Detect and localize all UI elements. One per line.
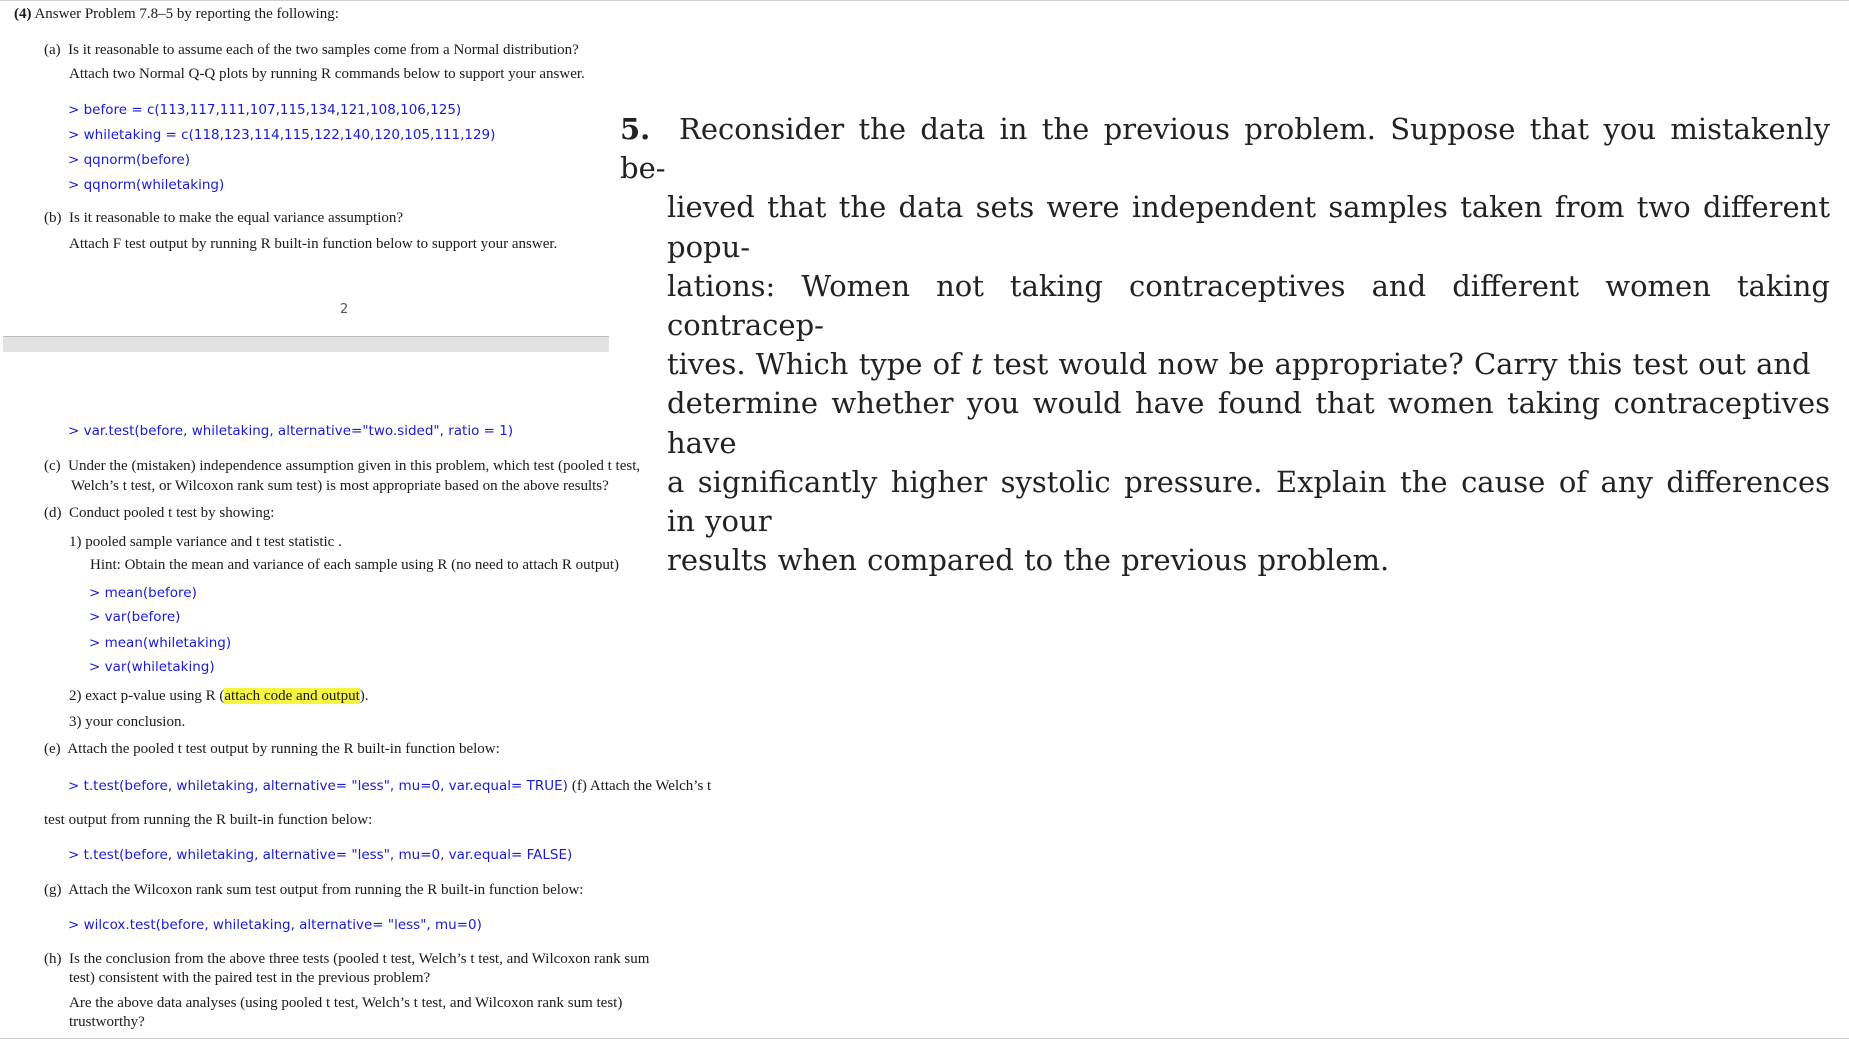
part-d-item3: 3) your conclusion. — [69, 714, 186, 730]
part-a-label: (a) — [44, 42, 61, 58]
code-t-test-welch: > t.test(before, whiletaking, alternative= "less", mu=0, var.equal= FALSE) — [68, 847, 573, 863]
part-e-body: Attach the pooled t test output by running the R built-in function below: — [67, 741, 500, 757]
part-f-continuation: test output from running the R built-in function below: — [44, 812, 373, 828]
part-a-text: Is it reasonable to assume each of the two samples come from a Normal distribution? — [68, 42, 579, 58]
part-d-item2-suffix: ). — [359, 688, 369, 704]
part-b-label: (b) — [44, 210, 62, 226]
problem-5-t-symbol: t — [971, 347, 983, 382]
code-whiletaking: > whiletaking = c(118,123,114,115,122,140,120,105,111,129) — [68, 127, 496, 143]
problem-5-number: 5. — [620, 112, 651, 146]
problem-5-line5: determine whether you would have found that women taking contraceptives have — [667, 386, 1830, 460]
part-b-text: Is it reasonable to make the equal variance assumption? — [69, 210, 404, 226]
code-var-whiletaking: > var(whiletaking) — [89, 659, 215, 675]
part-h-line3: Are the above data analyses (using pooled t test, Welch’s t test, and Wilcoxon rank sum test) — [69, 995, 623, 1011]
code-mean-before: > mean(before) — [89, 585, 197, 601]
problem-5-line4 — [620, 345, 1830, 384]
problem-5-line1: Reconsider the data in the previous problem. Suppose that you mistakenly be- — [620, 112, 1830, 186]
part-h-text1: Is the conclusion from the above three tests (pooled t test, Welch’s t test, and Wilcoxon rank sum — [69, 951, 650, 967]
part-d-item1: 1) pooled sample variance and t test statistic . — [69, 534, 342, 550]
part-d-label: (d) — [44, 505, 62, 521]
part-c-line2: Welch’s t test, or Wilcoxon rank sum test) is most appropriate based on the above results? — [71, 478, 609, 494]
code-t-test-pooled: > t.test(before, whiletaking, alternative= "less", mu=0, var.equal= TRUE) — [68, 778, 568, 794]
part-h-label: (h) — [44, 951, 62, 967]
problem-5-line4b: test would now be appropriate? Carry this test out and — [982, 347, 1811, 382]
problem-5-line6: a significantly higher systolic pressure. Explain the cause of any differences in your — [667, 464, 1830, 539]
part-g-body: Attach the Wilcoxon rank sum test output from running the R built-in function below: — [68, 882, 584, 898]
part-f-inline: (f) Attach the Welch’s t — [571, 778, 712, 794]
problem-5-line3: lations: Women not taking contraceptives and different women taking contracep- — [667, 268, 1830, 343]
top-rule — [0, 0, 1849, 1]
header-title: Answer Problem 7.8–5 by reporting the following: — [34, 6, 339, 22]
part-d-item2 — [69, 688, 369, 705]
part-d-title — [44, 505, 274, 522]
part-c-text1: Under the (mistaken) independence assumption given in this problem, which test (pooled t test, — [68, 458, 641, 474]
part-g-text — [44, 882, 583, 899]
part-b-instruction: Attach F test output by running R built-in function below to support your answer. — [69, 236, 558, 252]
part-d-item2-prefix: 2) exact p-value using R ( — [69, 688, 225, 704]
problem-5-paragraph — [620, 110, 1830, 580]
part-e-text — [44, 741, 500, 758]
part-h-line4: trustworthy? — [69, 1014, 145, 1030]
part-a-instruction: Attach two Normal Q-Q plots by running R commands below to support your answer. — [69, 66, 585, 82]
page-number: 2 — [340, 302, 349, 317]
problem-5-line2: lieved that the data sets were independent samples taken from two different popu- — [667, 190, 1830, 264]
part-c-label: (c) — [44, 458, 61, 474]
part-h-line1 — [44, 951, 649, 968]
problem-5-line7: results when compared to the previous problem. — [667, 543, 1390, 578]
code-qqnorm-whiletaking: > qqnorm(whiletaking) — [68, 177, 225, 193]
code-qqnorm-before: > qqnorm(before) — [68, 152, 191, 168]
problem-header — [14, 6, 339, 23]
code-before: > before = c(113,117,111,107,115,134,121,108,106,125) — [68, 102, 462, 118]
part-g-label: (g) — [44, 882, 62, 898]
part-d-text: Conduct pooled t test by showing: — [69, 505, 275, 521]
part-e-code-line — [68, 777, 711, 795]
code-var-before: > var(before) — [89, 609, 181, 625]
part-d-hint: Hint: Obtain the mean and variance of each sample using R (no need to attach R output) — [90, 557, 620, 573]
code-wilcox-test: > wilcox.test(before, whiletaking, alternative= "less", mu=0) — [68, 917, 482, 933]
code-mean-whiletaking: > mean(whiletaking) — [89, 635, 232, 651]
header-number: (4) — [14, 6, 32, 22]
part-h-line2: test) consistent with the paired test in the previous problem? — [69, 970, 431, 986]
page-separator — [3, 336, 609, 352]
part-a-question — [44, 42, 579, 59]
problem-5-line4a: tives. Which type of — [667, 347, 972, 382]
part-b-question — [44, 210, 403, 227]
part-e-label: (e) — [44, 741, 61, 757]
code-var-test: > var.test(before, whiletaking, alternative="two.sided", ratio = 1) — [68, 423, 514, 439]
part-c-line1 — [44, 458, 640, 475]
highlighted-text: attach code and output — [224, 688, 360, 704]
